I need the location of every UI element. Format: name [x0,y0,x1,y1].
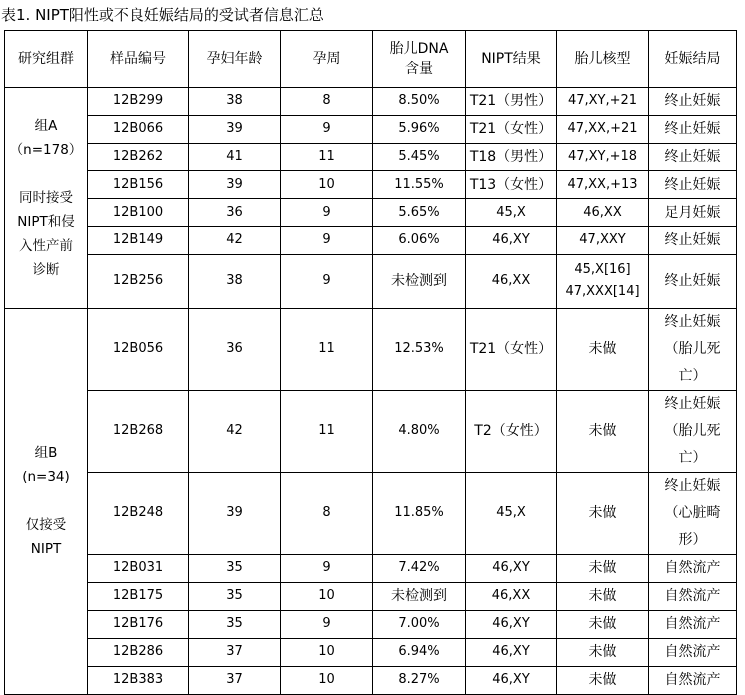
cell-karyotype-line2: 47,XXX[14] [565,284,640,300]
cell-karyotype: 46,XX [557,199,649,227]
cell-dna: 5.96% [373,115,466,143]
cell-sample-id: 12B175 [88,582,189,610]
cell-outcome: 终止妊娠 [649,143,737,171]
header-fetal-dna-line2: 含量 [405,61,433,77]
cell-nipt: T13（女性） [466,171,557,199]
header-age: 孕妇年龄 [189,31,281,88]
cell-outcome: 终止妊娠 [649,254,737,308]
cell-sample-id: 12B268 [88,390,189,472]
group-b-desc-2: NIPT [30,541,62,558]
cell-week: 9 [281,226,373,254]
cell-outcome: 自然流产 [649,582,737,610]
cell-karyotype: 未做 [557,610,649,638]
cell-outcome-line1: 终止妊娠 [664,477,721,494]
cell-karyotype: 47,XY,+18 [557,143,649,171]
table-row [5,666,737,694]
cell-week: 9 [281,554,373,582]
cell-age: 37 [189,638,281,666]
cell-nipt: 46,XX [466,254,557,308]
cell-karyotype: 未做 [557,666,649,694]
cell-week: 9 [281,199,373,227]
cell-sample-id: 12B176 [88,610,189,638]
cell-age: 39 [189,171,281,199]
group-a-desc-1: 同时接受 [19,189,73,206]
cell-karyotype: 47,XXY [557,226,649,254]
cell-sample-id: 12B262 [88,143,189,171]
table-row [5,254,737,308]
cell-sample-id: 12B056 [88,308,189,390]
cell-week: 9 [281,254,373,308]
cell-age: 41 [189,143,281,171]
cell-dna: 5.65% [373,199,466,227]
group-b-name: 组B [34,445,58,462]
cell-dna: 4.80% [373,390,466,472]
table-row [5,390,737,472]
cell-karyotype: 47,XX,+21 [557,115,649,143]
table-row [5,610,737,638]
cell-outcome: 自然流产 [649,610,737,638]
cell-dna: 未检测到 [373,254,466,308]
cell-outcome [649,390,737,472]
cell-nipt: T21（女性） [466,115,557,143]
cell-week: 10 [281,666,373,694]
group-a-desc-3: 入性产前 [19,237,73,254]
cell-age: 38 [189,254,281,308]
cell-karyotype: 47,XX,+13 [557,171,649,199]
cell-week: 10 [281,171,373,199]
table-row [5,115,737,143]
cell-dna: 6.06% [373,226,466,254]
group-a-desc-2: NIPT和侵 [17,213,75,230]
cell-sample-id: 12B248 [88,472,189,554]
cell-age: 35 [189,610,281,638]
cell-week: 11 [281,308,373,390]
cell-outcome-line2: （胎儿死 [664,340,721,357]
group-a-desc-4: 诊断 [32,261,60,278]
cell-dna: 8.50% [373,88,466,116]
cell-dna: 11.85% [373,472,466,554]
cell-outcome: 自然流产 [649,638,737,666]
cell-karyotype: 47,XY,+21 [557,88,649,116]
table-row [5,638,737,666]
cell-sample-id: 12B256 [88,254,189,308]
cell-karyotype: 未做 [557,390,649,472]
header-fetal-dna-line1: 胎儿DNA [389,41,449,57]
cell-outcome [649,472,737,554]
cell-outcome: 终止妊娠 [649,226,737,254]
cell-sample-id: 12B149 [88,226,189,254]
cell-karyotype: 未做 [557,472,649,554]
cell-outcome [649,308,737,390]
cell-outcome-line3: 形） [678,531,707,548]
header-fetal-dna [373,31,466,88]
header-sample-id: 样品编号 [88,31,189,88]
group-b-cell [5,308,88,694]
cell-age: 42 [189,390,281,472]
cell-nipt: T21（男性） [466,88,557,116]
cell-nipt: 46,XY [466,638,557,666]
cell-age: 35 [189,554,281,582]
cell-age: 36 [189,199,281,227]
cell-outcome-line3: 亡） [678,449,707,466]
cell-sample-id: 12B299 [88,88,189,116]
header-nipt-result: NIPT结果 [466,31,557,88]
cell-age: 38 [189,88,281,116]
cell-age: 36 [189,308,281,390]
table-row [5,582,737,610]
cell-age: 37 [189,666,281,694]
cell-sample-id: 12B286 [88,638,189,666]
cell-outcome: 自然流产 [649,554,737,582]
cell-dna: 5.45% [373,143,466,171]
cell-week: 8 [281,88,373,116]
cell-nipt: T21（女性） [466,308,557,390]
group-a-count: （n=178） [9,141,83,158]
cell-nipt: T2（女性） [466,390,557,472]
cell-nipt: 46,XY [466,226,557,254]
cell-karyotype-line1: 45,X[16] [574,262,631,278]
table-row [5,308,737,390]
cell-outcome: 足月妊娠 [649,199,737,227]
cell-karyotype: 未做 [557,308,649,390]
cell-dna: 8.27% [373,666,466,694]
cell-age: 35 [189,582,281,610]
cell-week: 10 [281,582,373,610]
cell-karyotype: 未做 [557,638,649,666]
cell-outcome: 终止妊娠 [649,115,737,143]
cell-nipt: 45,X [466,472,557,554]
cell-nipt: 46,XY [466,666,557,694]
cell-karyotype [557,254,649,308]
cell-age: 39 [189,115,281,143]
cell-sample-id: 12B100 [88,199,189,227]
cell-week: 8 [281,472,373,554]
table-row [5,226,737,254]
cell-week: 10 [281,638,373,666]
header-row [5,31,737,88]
cell-sample-id: 12B383 [88,666,189,694]
table-caption: 表1. NIPT阳性或不良妊娠结局的受试者信息汇总 [1,6,324,24]
cell-karyotype: 未做 [557,582,649,610]
cell-outcome: 终止妊娠 [649,171,737,199]
table-row [5,472,737,554]
header-karyotype: 胎儿核型 [557,31,649,88]
cell-dna: 7.00% [373,610,466,638]
cell-outcome-line1: 终止妊娠 [664,313,721,330]
cell-dna: 11.55% [373,171,466,199]
cell-outcome: 终止妊娠 [649,88,737,116]
cell-week: 11 [281,143,373,171]
group-a-cell [5,88,88,309]
table-row [5,199,737,227]
cell-sample-id: 12B031 [88,554,189,582]
nipt-summary-table [4,30,737,695]
cell-karyotype: 未做 [557,554,649,582]
cell-outcome-line3: 亡） [678,367,707,384]
cell-dna: 12.53% [373,308,466,390]
cell-week: 11 [281,390,373,472]
cell-dna: 未检测到 [373,582,466,610]
group-b-count: (n=34) [22,469,70,486]
table-row [5,554,737,582]
cell-week: 9 [281,115,373,143]
table-row [5,88,737,116]
cell-sample-id: 12B156 [88,171,189,199]
cell-outcome-line2: （胎儿死 [664,422,721,439]
group-a-name: 组A [34,117,58,134]
cell-nipt: 46,XY [466,554,557,582]
table-row [5,143,737,171]
table-row [5,171,737,199]
group-b-desc-1: 仅接受 [25,517,67,534]
cell-age: 39 [189,472,281,554]
cell-outcome-line2: （心脏畸 [664,504,721,521]
cell-age: 42 [189,226,281,254]
cell-nipt: 45,X [466,199,557,227]
header-group: 研究组群 [5,31,88,88]
cell-nipt: 46,XY [466,610,557,638]
cell-nipt: T18（男性） [466,143,557,171]
cell-outcome: 自然流产 [649,666,737,694]
cell-nipt: 46,XX [466,582,557,610]
cell-sample-id: 12B066 [88,115,189,143]
cell-outcome-line1: 终止妊娠 [664,395,721,412]
cell-dna: 6.94% [373,638,466,666]
cell-dna: 7.42% [373,554,466,582]
cell-week: 9 [281,610,373,638]
header-outcome: 妊娠结局 [649,31,737,88]
header-week: 孕周 [281,31,373,88]
